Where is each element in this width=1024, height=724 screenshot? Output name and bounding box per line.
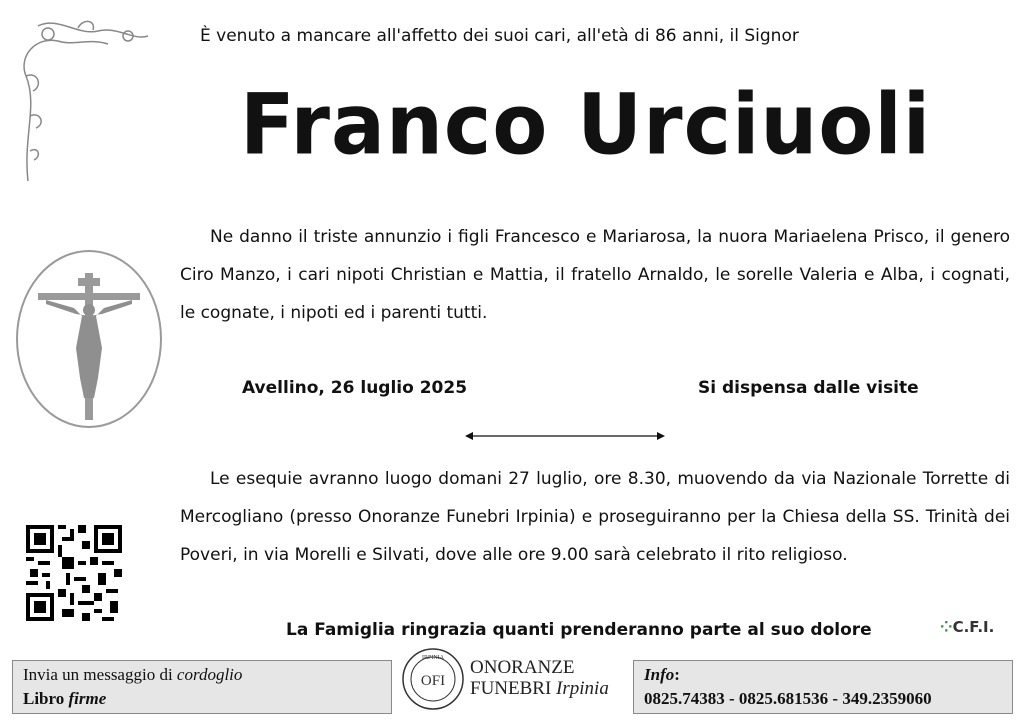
funeral-text: Le esequie avranno luogo domani 27 luglio, ore 8.30, muovendo da via Nazionale Torrette di Mercogliano (presso Onoranze Funebri Irpinia) e proseguiranno per la Chiesa della SS. Trinità dei Poveri, in via Morelli e Silvati, dove alle ore 9.00 sarà celebrato il rito religioso. [180,469,1010,565]
intro-text: È venuto a mancare all'affetto dei suoi cari, all'età di 86 anni, il Signor [200,26,799,46]
thanks-text: La Famiglia ringrazia quanti prenderanno parte al suo dolore [286,620,872,640]
place-date: Avellino, 26 luglio 2025 [242,378,468,398]
cfi-badge [940,618,994,636]
info-label: Info [644,665,675,684]
deceased-name: Franco Urciuoli [240,75,932,174]
qr-code[interactable] [26,525,122,621]
announcement-paragraph [180,218,1010,332]
cfi-dots-icon: ⁘ [940,618,953,636]
funeral-paragraph [180,460,1010,574]
logo-initials: OFI [420,673,446,689]
guestbook-link[interactable]: Libro firme [23,689,107,708]
funeral-home-logo-icon [400,646,466,712]
double-arrow-icon [465,430,665,442]
visits-note: Si dispensa dalle visite [698,378,919,398]
corner-ornament-icon [18,16,158,186]
logo-top-text: IRPINIA [422,655,444,661]
crucifix-icon [14,248,164,430]
cfi-label: C.F.I. [952,618,995,636]
funeral-home-name: ONORANZE FUNEBRI Irpinia [470,657,609,699]
info-phones[interactable]: 0825.74383 - 0825.681536 - 349.2359060 [644,689,932,708]
condolence-box[interactable] [12,660,392,714]
info-box: Info: 0825.74383 - 0825.681536 - 349.2359060 [633,660,1013,714]
announcement-text: Ne danno il triste annunzio i figli Francesco e Mariarosa, la nuora Mariaelena Prisco, il genero Ciro Manzo, i cari nipoti Christian e Mattia, il fratello Arnaldo, le sorelle Valeria e Alba, i cognati, le cognate, i nipoti ed i parenti tutti. [180,227,1010,323]
condolence-link[interactable]: Invia un messaggio di cordoglio [23,665,243,684]
